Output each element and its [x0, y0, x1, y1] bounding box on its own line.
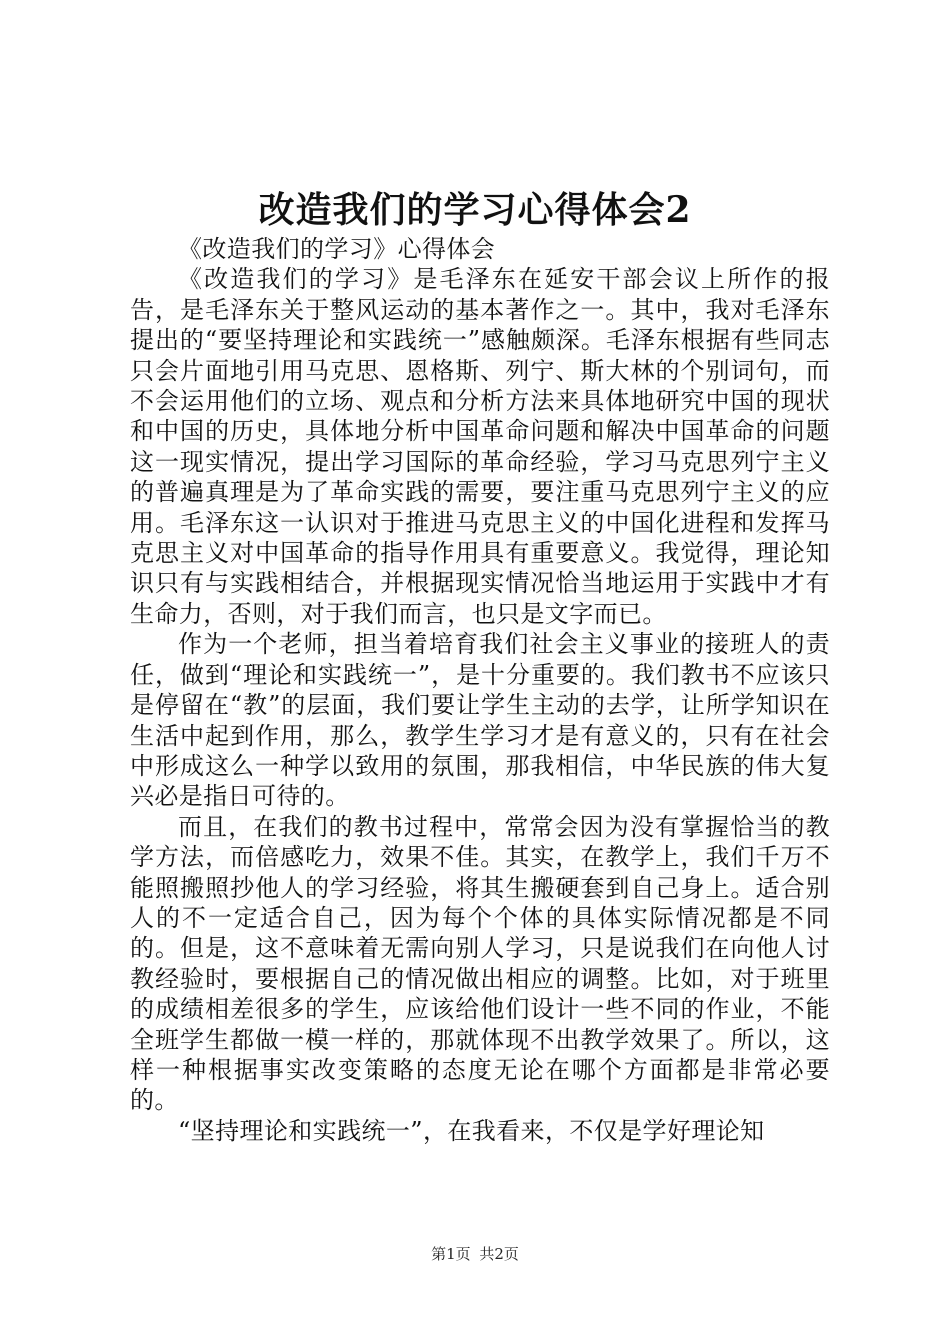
- page-footer: [0, 1244, 950, 1264]
- subtitle-paragraph: 《改造我们的学习》心得体会: [178, 235, 496, 263]
- body-paragraph: 而且，在我们的教书过程中，常常会因为没有掌握恰当的教学方法，而倍感吃力，效果不佳。其实，在教学上，我们千万不能照搬照抄他人的学习经验，将其生搬硬套到自己身上。适合别人的不一定适合自己，因为每个个体的具体实际情况都是不同的。但是，这不意味着无需向别人学习，只是说我们在向他人讨教经验时，要根据自己的情况做出相应的调整。比如，对于班里的成绩相差很多的学生，应该给他们设计一些不同的作业，不能全班学生都做一模一样的，那就体现不出教学效果了。所以，这样一种根据事实改变策略的态度无论在哪个方面都是非常必要的。: [130, 812, 830, 1115]
- document-body: [130, 234, 830, 1146]
- body-paragraph: 《改造我们的学习》是毛泽东在延安干部会议上所作的报告，是毛泽东关于整风运动的基本著作之一。其中，我对毛泽东提出的“要坚持理论和实践统一”感触颇深。毛泽东根据有些同志只会片面地引用马克思、恩格斯、列宁、斯大林的个别词句，而不会运用他们的立场、观点和分析方法来具体地研究中国的现状和中国的历史，具体地分析中国革命问题和解决中国革命的问题这一现实情况，提出学习国际的革命经验，学习马克思列宁主义的普遍真理是为了革命实践的需要，要注重马克思列宁主义的应用。毛泽东这一认识对于推进马克思主义的中国化进程和发挥马克思主义对中国革命的指导作用具有重要意义。我觉得，理论知识只有与实践相结合，并根据现实情况恰当地运用于实践中才有生命力，否则，对于我们而言，也只是文字而已。: [130, 265, 830, 628]
- body-paragraph: “坚持理论和实践统一”，在我看来，不仅是学好理论知: [178, 1116, 765, 1145]
- body-paragraph: 作为一个老师，担当着培育我们社会主义事业的接班人的责任，做到“理论和实践统一”，是十分重要的。我们教书不应该只是停留在“教”的层面，我们要让学生主动的去学，让所学知识在生活中起到作用，那么，教学生学习才是有意义的，只有在社会中形成这么一种学以致用的氛围，那我相信，中华民族的伟大复兴必是指日可待的。: [130, 630, 830, 811]
- page-number: 第1页: [431, 1245, 471, 1263]
- document-title: 改造我们的学习心得体会2: [258, 189, 692, 231]
- page-total: 共2页: [479, 1245, 519, 1263]
